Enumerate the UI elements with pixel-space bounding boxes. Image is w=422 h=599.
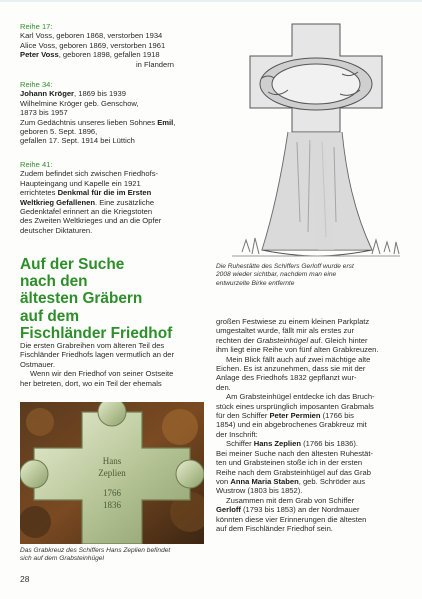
- body-line-19: Wustrow (1803 bis 1852).: [216, 486, 303, 496]
- body-line-2: umgestaltet wurde, fällt mir als erstes zur: [216, 326, 355, 336]
- reihe-41-heading: Reihe 41:: [20, 160, 53, 169]
- reihe-41-line-6: des Zweiten Weltkrieges und an die Opfer: [20, 216, 162, 226]
- intro-line-5: her betreten, dort, wo ein Teil der ehemals: [20, 378, 162, 388]
- name-hans-zeplien: Hans Zeplien: [253, 439, 301, 449]
- reihe-41-line-3a: errichtetes: [20, 188, 58, 198]
- reihe-41-line-5: Gedenktafel erinnert an die Kriegstoten: [20, 207, 153, 217]
- reihe-34-line-4b: ,: [173, 117, 176, 127]
- grave-cross-photo: [20, 402, 204, 544]
- reihe-34-name-emil: Emil: [157, 117, 174, 127]
- body-line-4: ihm liegt eine Reihe von fünf alten Grabkreuzen.: [216, 345, 379, 355]
- heading-line-5: Fischländer Friedhof: [20, 324, 173, 342]
- reihe-41-line-4b: . Eine zusätzliche: [94, 197, 155, 207]
- cross-inscription-2: Zeplien: [98, 468, 126, 478]
- heading-line-4: auf dem: [20, 307, 80, 325]
- reihe-17-line-2: Alice Voss, geboren 1869, verstorben 1961: [20, 40, 166, 50]
- body-line-13: der Inschrift:: [216, 429, 258, 439]
- body-line-5: Mein Blick fällt auch auf zwei mächtige alte: [226, 354, 371, 364]
- name-gerloff: Gerloff: [216, 505, 241, 515]
- body-line-14a: Schiffer: [226, 439, 254, 449]
- name-anna-maria-staben: Anna Maria Staben: [230, 476, 299, 486]
- reihe-41-block: [20, 160, 202, 235]
- body-line-22: könnten diese vier Erinnerungen die ältesten: [216, 514, 367, 524]
- body-line-20: Zusammen mit dem Grab von Schiffer: [226, 495, 355, 505]
- sketch-caption-line-1: Die Ruhestätte des Schiffers Gerloff wurde erst: [216, 263, 354, 270]
- intro-paragraph: [20, 341, 204, 388]
- body-line-1: großen Festwiese zu einem kleinen Parkplatz: [216, 317, 370, 326]
- page-number: 28: [20, 574, 30, 584]
- body-line-23: auf dem Fischländer Friedhof sein.: [216, 523, 333, 533]
- body-line-21b: (1793 bis 1853) an der Nordmauer: [240, 505, 360, 515]
- reihe-41-line-2: Haupteingang und Kapelle ein 1921: [20, 178, 141, 188]
- body-line-14b: (1766 bis 1836).: [300, 439, 358, 449]
- gravestone-sketch: [222, 22, 408, 258]
- sketch-caption: [216, 263, 412, 288]
- body-line-15: Bei meiner Suche nach den ältesten Ruhestät-: [216, 448, 374, 458]
- reihe-34-line-2: Wilhelmine Kröger geb. Genschow,: [20, 98, 139, 108]
- grave-cross-photo-image: [20, 402, 204, 544]
- photo-caption-line-2: sich auf dem Grabsteinhügel: [20, 555, 104, 563]
- photo-caption-line-1: Das Grabkreuz des Schiffers Hans Zeplien befindet: [20, 547, 171, 554]
- right-column-body: [216, 317, 412, 533]
- sketch-caption-line-2: 2008 wieder sichtbar, nachdem man eine: [216, 271, 337, 279]
- heading-line-2: nach den: [20, 273, 88, 291]
- gravestone-sketch-image: [222, 22, 408, 258]
- cross-inscription-4: 1836: [103, 500, 121, 510]
- name-peter-permien: Peter Permien: [269, 411, 321, 421]
- body-line-17: Reihe nach dem Grabsteinhügel auf das Grab: [216, 467, 371, 477]
- body-line-9: Am Grabsteinhügel entdecke ich das Bruch-: [226, 392, 375, 402]
- reihe-41-bold-1: Denkmal für die im Ersten: [57, 188, 152, 198]
- reihe-17-line-1: Karl Voss, geboren 1868, verstorben 1934: [20, 31, 163, 41]
- body-line-16: ten und Grabsteinen stoße ich in der ersten: [216, 458, 363, 468]
- body-line-8: den.: [216, 382, 231, 392]
- body-line-11a: für den Schiffer: [216, 411, 270, 421]
- body-line-3a: rechten der: [216, 335, 257, 345]
- heading-line-3: ältesten Gräbern: [20, 290, 143, 308]
- reihe-34-line-6: gefallen 17. Sept. 1914 bei Lüttich: [20, 136, 135, 146]
- body-line-11b: (1766 bis: [320, 411, 354, 421]
- intro-line-1: Die ersten Grabreihen vom älteren Teil des: [20, 341, 165, 350]
- section-heading: [20, 256, 200, 342]
- reihe-34-block: [20, 80, 200, 146]
- body-line-3b: auf. Gleich hinter: [308, 335, 368, 345]
- intro-line-4: Wenn wir den Friedhof von seiner Ostseite: [30, 369, 174, 379]
- reihe-34-line-5: geboren 5. Sept. 1896,: [20, 127, 98, 137]
- reihe-41-line-7: deutscher Diktaturen.: [20, 225, 93, 235]
- reihe-17-line-4: in Flandern: [136, 59, 174, 69]
- body-line-18b: , geb. Schröder aus: [298, 476, 365, 486]
- reihe-41-bold-2: Weltkrieg Gefallenen: [20, 197, 95, 207]
- reihe-34-line-4a: Zum Gedächtnis unseres lieben Sohnes: [20, 117, 158, 127]
- reihe-34-line-3: 1873 bis 1957: [20, 108, 68, 118]
- body-line-3-italic: Grabsteinhügel: [256, 335, 309, 345]
- sketch-caption-line-3: entwurzelte Birke entfernte: [216, 279, 295, 287]
- body-line-7: Anlage des Friedhofs 1832 gepflanzt wur-: [216, 373, 357, 383]
- reihe-17-block: [20, 22, 200, 69]
- reihe-41-line-1: Zudem befindet sich zwischen Friedhofs-: [20, 169, 159, 179]
- reihe-34-heading: Reihe 34:: [20, 80, 53, 89]
- reihe-17-line-3: , geboren 1898, gefallen 1918: [58, 50, 160, 60]
- reihe-17-name-peter: Peter Voss: [20, 50, 59, 60]
- reihe-34-line-1: , 1869 bis 1939: [74, 89, 126, 99]
- body-line-10: stück eines ursprünglich imposanten Grabmals: [216, 401, 374, 411]
- intro-line-2: Fischländer Friedhofs lagen vermutlich an der: [20, 350, 175, 360]
- photo-caption: [20, 547, 206, 564]
- body-line-12: 1854) und ein abgebrochenes Grabkreuz mit: [216, 420, 367, 430]
- page-top-edge: [0, 0, 422, 2]
- cross-inscription-3: 1766: [103, 488, 121, 498]
- reihe-17-heading: Reihe 17:: [20, 22, 53, 31]
- body-line-18a: von: [216, 476, 231, 486]
- cross-inscription-1: Hans: [102, 456, 122, 466]
- heading-line-1: Auf der Suche: [20, 256, 125, 273]
- body-line-6: Eichen. Es ist anzunehmen, dass sie mit der: [216, 364, 366, 374]
- reihe-34-name-johann: Johann Kröger: [20, 89, 75, 99]
- intro-line-3: Ostmauer.: [20, 359, 56, 369]
